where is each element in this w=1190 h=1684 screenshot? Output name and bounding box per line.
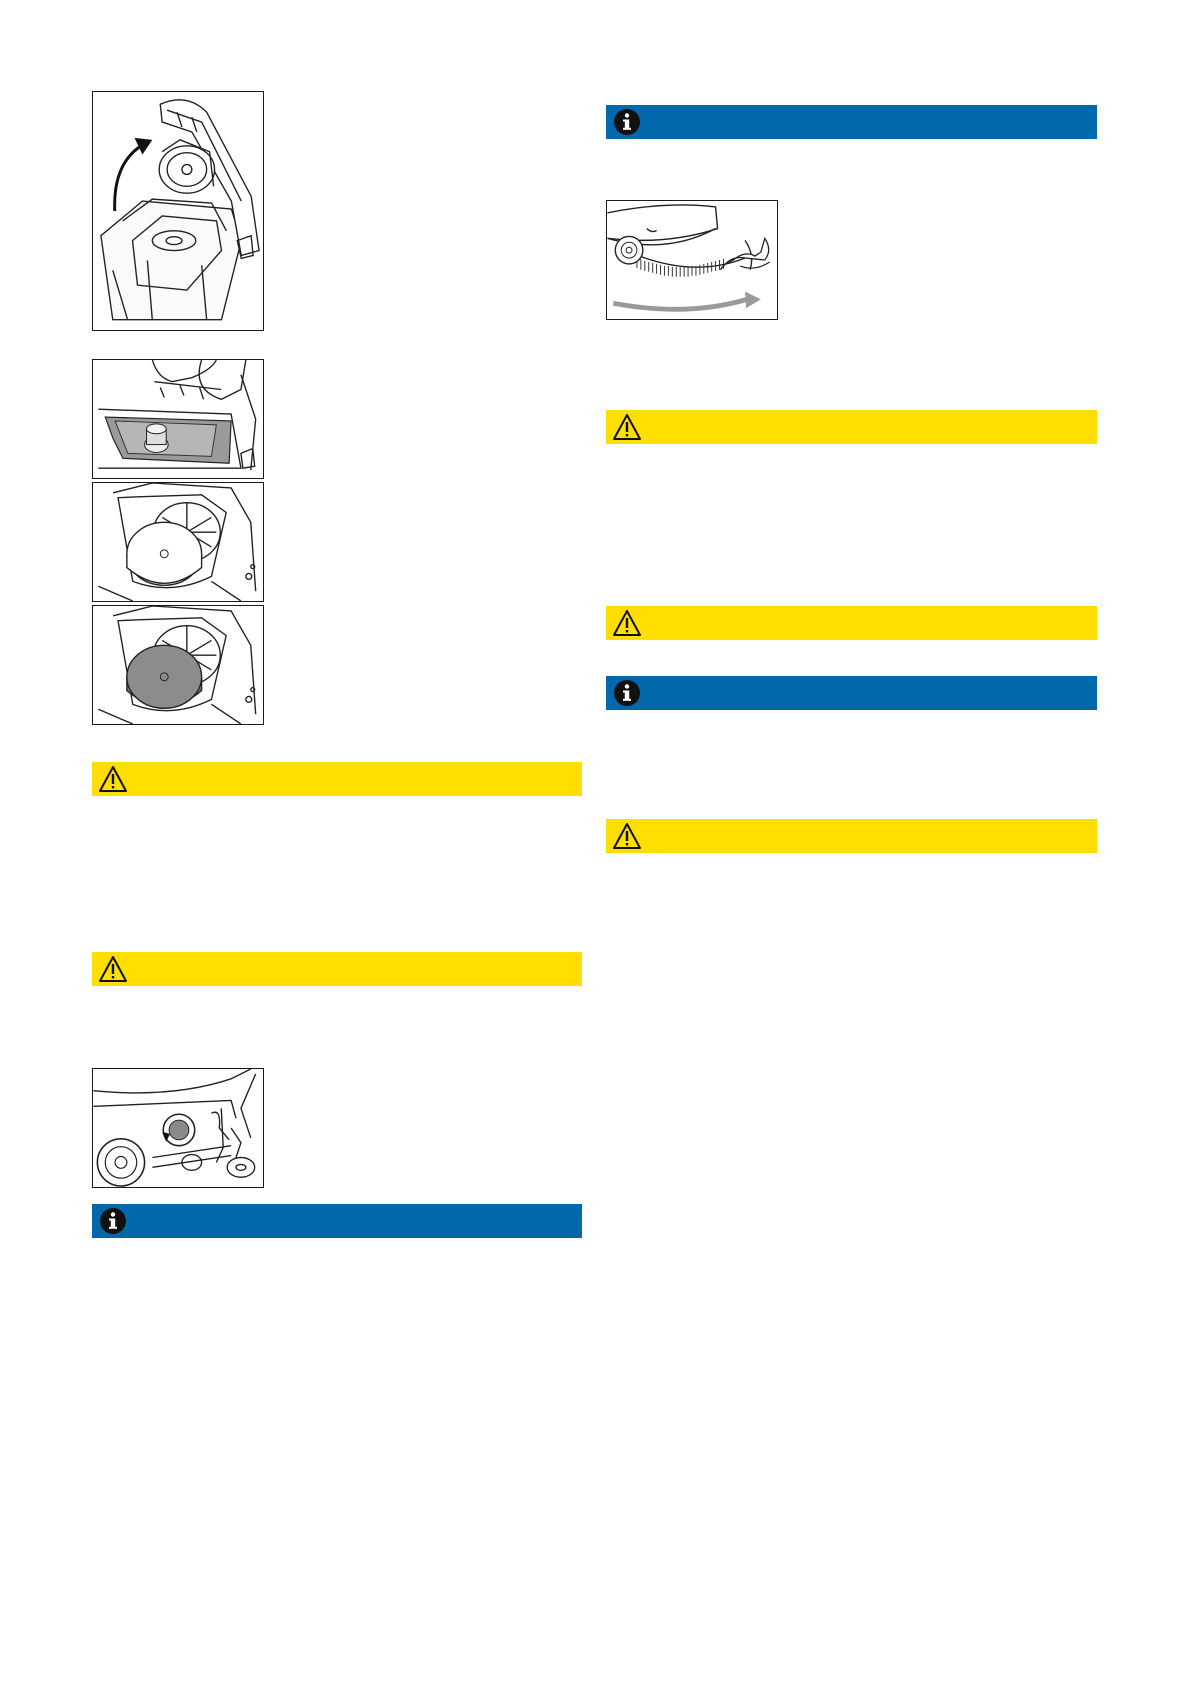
drain-valve-illustration <box>93 1069 263 1187</box>
motor-filter-figure <box>92 605 264 725</box>
warning-triangle-icon <box>612 608 642 638</box>
info-circle-icon <box>98 1206 128 1236</box>
drain-valve-figure <box>92 1068 264 1188</box>
info-circle-icon <box>612 678 642 708</box>
float-filter-illustration <box>93 360 263 478</box>
warning-triangle-icon <box>98 764 128 794</box>
warning-triangle-icon <box>612 821 642 851</box>
info-circle-icon <box>612 107 642 137</box>
warning-triangle-icon <box>612 412 642 442</box>
motor-cover-illustration <box>93 483 263 601</box>
brush-rotate-illustration <box>607 201 777 319</box>
open-cover-figure <box>92 91 264 331</box>
caution-notice-bar <box>606 606 1097 640</box>
caution-notice-bar <box>92 762 582 796</box>
caution-notice-bar <box>606 410 1097 444</box>
warning-triangle-icon <box>98 954 128 984</box>
caution-notice-bar <box>606 819 1097 853</box>
caution-notice-bar <box>92 952 582 986</box>
motor-filter-illustration <box>93 606 263 724</box>
info-notice-bar <box>606 676 1097 710</box>
motor-cover-figure <box>92 482 264 602</box>
open-cover-illustration <box>93 92 263 330</box>
brush-rotate-figure <box>606 200 778 320</box>
info-notice-bar <box>92 1204 582 1238</box>
float-filter-figure <box>92 359 264 479</box>
info-notice-bar <box>606 105 1097 139</box>
